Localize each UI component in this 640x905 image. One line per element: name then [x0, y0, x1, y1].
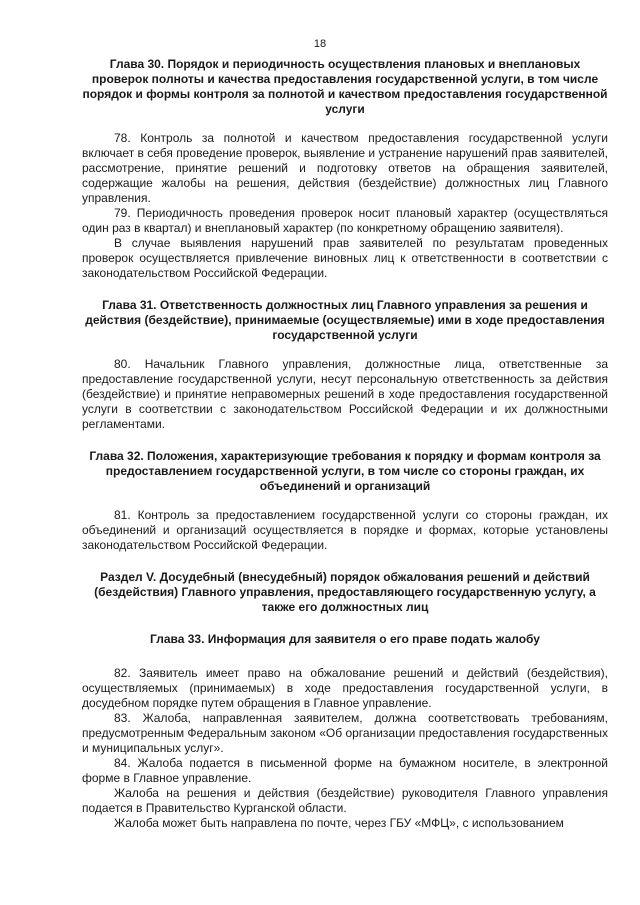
- paragraph-82: 82. Заявитель имеет право на обжалование решений и действий (бездействия), осуществляемых (принимаемых) в ходе предоставления государственной услуги, в досудебном порядке путем обращения в Главное управление.: [82, 666, 608, 710]
- chapter-33-heading: Глава 33. Информация для заявителя о его праве подать жалобу: [150, 632, 540, 646]
- section-5-heading: Раздел V. Досудебный (внесудебный) порядок обжалования решений и действий (бездействия) Главного управления, предоставляющего государственную услугу, а также его должностных лиц: [94, 570, 596, 614]
- chapter-30-heading: Глава 30. Порядок и периодичность осуществления плановых и внеплановых проверок полноты и качества предоставления государственной услуги, в том числе порядок и формы контроля за полнотой и качеством предоставления государственной услуги: [82, 57, 608, 116]
- document-body: [82, 57, 608, 831]
- chapter-31-heading: Глава 31. Ответственность должностных лиц Главного управления за решения и действия (бездействие), принимаемые (осуществляемые) ими в ходе предоставления государственной услуги: [85, 298, 605, 342]
- paragraph-84-appeal-government: Жалоба на решения и действия (бездействие) руководителя Главного управления подается в Правительство Курганской области.: [82, 786, 608, 815]
- paragraph-84: 84. Жалоба подается в письменной форме на бумажном носителе, в электронной форме в Главное управление.: [82, 756, 608, 785]
- paragraph-78: 78. Контроль за полнотой и качеством предоставления государственной услуги включает в себя проведение проверок, выявление и устранение нарушений прав заявителей, рассмотрение, принятие решений и подготовку ответов на обращения заявителей, содержащие жалобы на решения, действия (бездействие) должностных лиц Главного управления.: [82, 131, 608, 205]
- paragraph-79: 79. Периодичность проведения проверок носит плановый характер (осуществляться один раз в квартал) и внеплановый характер (по конкретному обращению заявителя).: [82, 206, 608, 235]
- chapter-32-heading: Глава 32. Положения, характеризующие требования к порядку и формам контроля за предоставлением государственной услуги, в том числе со стороны граждан, их объединений и организаций: [89, 449, 601, 493]
- paragraph-79-continued: В случае выявления нарушений прав заявителей по результатам проведенных проверок осуществляется привлечение виновных лиц к ответственности в соответствии с законодательством Российской Федерации.: [82, 236, 608, 280]
- page-number: 18: [313, 38, 327, 50]
- paragraph-84-submission-methods: Жалоба может быть направлена по почте, через ГБУ «МФЦ», с использованием: [114, 816, 564, 830]
- paragraph-80: 80. Начальник Главного управления, должностные лица, ответственные за предоставление государственной услуги, несут персональную ответственность за действия (бездействие) и принятие неправомерных решений в ходе предоставления государственной услуги в соответствии с законодательством Российской Федерации и их должностными регламентами.: [82, 357, 608, 431]
- paragraph-83: 83. Жалоба, направленная заявителем, должна соответствовать требованиям, предусмотренным Федеральным законом «Об организации предоставления государственных и муниципальных услуг».: [82, 711, 608, 755]
- paragraph-81: 81. Контроль за предоставлением государственной услуги со стороны граждан, их объединений и организаций осуществляется в порядке и формах, которые установлены законодательством Российской Федерации.: [82, 508, 608, 552]
